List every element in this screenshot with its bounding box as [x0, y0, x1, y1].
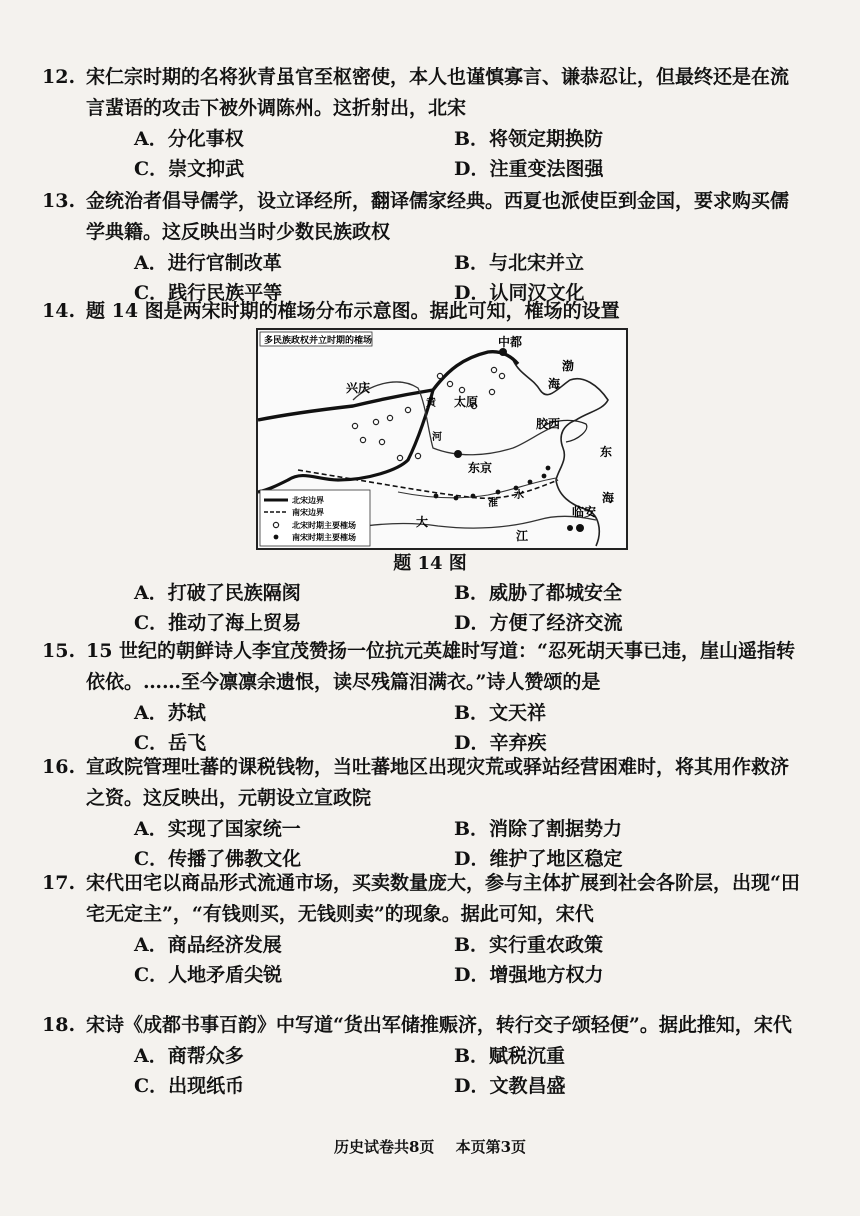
option-d: D．增强地方权力: [454, 964, 604, 986]
place-label: 临安: [572, 505, 597, 519]
place-label: 太原: [454, 395, 479, 409]
place-label: 淮: [488, 498, 498, 509]
option-b: B．威胁了都城安全: [454, 582, 623, 604]
option-c: C．出现纸币: [134, 1075, 245, 1097]
capital-marker: [576, 524, 584, 532]
question-stem: 宣政院管理吐蕃的课税钱物，当吐蕃地区出现灾荒或驿站经营困难时，将其用作救济之资。这反映出，元朝设立宣政院: [86, 756, 790, 809]
option-c: C．崇文抑武: [134, 158, 245, 180]
option-b: B．将领定期换防: [454, 128, 604, 150]
question-stem: 宋仁宗时期的名将狄青虽官至枢密使，本人也谨慎寡言、谦恭忍让，但最终还是在流言蜚语的攻击下被外调陈州。这折射出，北宋: [86, 66, 790, 119]
place-label: 大: [416, 515, 429, 529]
place-label: 中都: [498, 335, 523, 349]
option-c: C．传播了佛教文化: [134, 848, 302, 870]
question-14: [42, 296, 806, 327]
options: [134, 814, 806, 874]
question-13: [42, 186, 806, 308]
page-footer: [0, 1136, 860, 1157]
place-label: 河: [432, 432, 442, 443]
option-b: B．消除了割据势力: [454, 818, 623, 840]
total-pages-text: 历史试卷共8页: [333, 1138, 435, 1156]
place-label: 海: [602, 491, 615, 505]
legend-item: 北宋时期主要榷场: [292, 521, 356, 530]
question-stem: 宋代田宅以商品形式流通市场，买卖数量庞大，参与主体扩展到社会各阶层，出现“田宅无定主”，“有钱则买，无钱则卖”的现象。据此可知，宋代: [86, 872, 800, 925]
place-label: 胶西: [536, 417, 561, 431]
place-label: 水: [514, 490, 524, 501]
legend-item: 南宋时期主要榷场: [292, 533, 356, 542]
option-b: B．与北宋并立: [454, 252, 585, 274]
legend-item: 南宋边界: [292, 508, 324, 517]
question-12: [42, 62, 806, 184]
place-label: 海: [548, 377, 561, 391]
question-stem: 金统治者倡导儒学，设立译经所，翻译儒家经典。西夏也派使臣到金国，要求购买儒学典籍。这反映出当时少数民族政权: [86, 190, 790, 243]
options: [134, 698, 806, 758]
question-number: 16.: [42, 756, 76, 778]
question-17: [42, 868, 806, 990]
map-title: 多民族政权并立时期的榷场: [264, 336, 373, 346]
map-legend: [260, 490, 370, 546]
question-stem: 15 世纪的朝鲜诗人李宜茂赞扬一位抗元英雄时写道：“忍死胡天事已违，崖山遥指转依依。……至今凛凛余遗恨，读尽残篇泪满衣。”诗人赞颂的是: [86, 640, 795, 693]
option-c: C．岳飞: [134, 732, 207, 754]
option-d: D．方便了经济交流: [454, 612, 623, 634]
question-number: 17.: [42, 872, 76, 894]
question-14-options: [86, 578, 806, 638]
northern-song-markets: [352, 367, 504, 460]
question-18: [42, 1010, 806, 1101]
option-a: A．打破了民族隔阂: [134, 582, 301, 604]
question-number: 14.: [42, 300, 76, 322]
option-d: D．辛弃疾: [454, 732, 547, 754]
place-label: 渤: [562, 359, 575, 373]
current-page-text: 本页第3页: [455, 1138, 527, 1156]
southern-song-markets: [434, 466, 573, 531]
question-number: 12.: [42, 66, 76, 88]
question-number: 15.: [42, 640, 76, 662]
map-svg: [258, 330, 626, 548]
option-a: A．分化事权: [134, 128, 244, 150]
option-a: A．商帮众多: [134, 1045, 244, 1067]
option-c: C．人地矛盾尖锐: [134, 964, 283, 986]
place-label: 江: [516, 529, 529, 543]
question-15: [42, 636, 806, 758]
place-label: 东: [600, 445, 613, 459]
options: [134, 124, 806, 184]
capital-marker: [454, 450, 462, 458]
option-c: C．践行民族平等: [134, 282, 283, 304]
place-label: 兴庆: [346, 381, 371, 395]
option-d: D．文教昌盛: [454, 1075, 566, 1097]
option-a: A．进行官制改革: [134, 252, 282, 274]
options: [134, 578, 806, 638]
capital-marker: [499, 348, 507, 356]
place-label: 东京: [468, 461, 493, 475]
option-b: B．赋税沉重: [454, 1045, 566, 1067]
question-stem: 宋诗《成都书事百韵》中写道“货出军储推赈济，转行交子颂轻便”。据此推知，宋代: [86, 1014, 792, 1036]
map-caption: 题 14 图: [393, 553, 467, 574]
option-c: C．推动了海上贸易: [134, 612, 302, 634]
question-stem: 题 14 图是两宋时期的榷场分布示意图。据此可知，榷场的设置: [86, 300, 620, 322]
option-d: D．维护了地区稳定: [454, 848, 623, 870]
place-label: 黄: [426, 398, 436, 409]
option-b: B．实行重农政策: [454, 934, 604, 956]
option-d: D．注重变法图强: [454, 158, 604, 180]
option-b: B．文天祥: [454, 702, 547, 724]
question-16: [42, 752, 806, 874]
option-a: A．商品经济发展: [134, 934, 282, 956]
option-a: A．实现了国家统一: [134, 818, 301, 840]
options: [134, 930, 806, 990]
option-a: A．苏轼: [134, 702, 206, 724]
song-trade-market-map: [256, 328, 628, 550]
option-d: D．认同汉文化: [454, 282, 585, 304]
question-number: 13.: [42, 190, 76, 212]
options: [134, 1041, 806, 1101]
question-number: 18.: [42, 1014, 76, 1036]
legend-item: 北宋边界: [292, 496, 324, 505]
